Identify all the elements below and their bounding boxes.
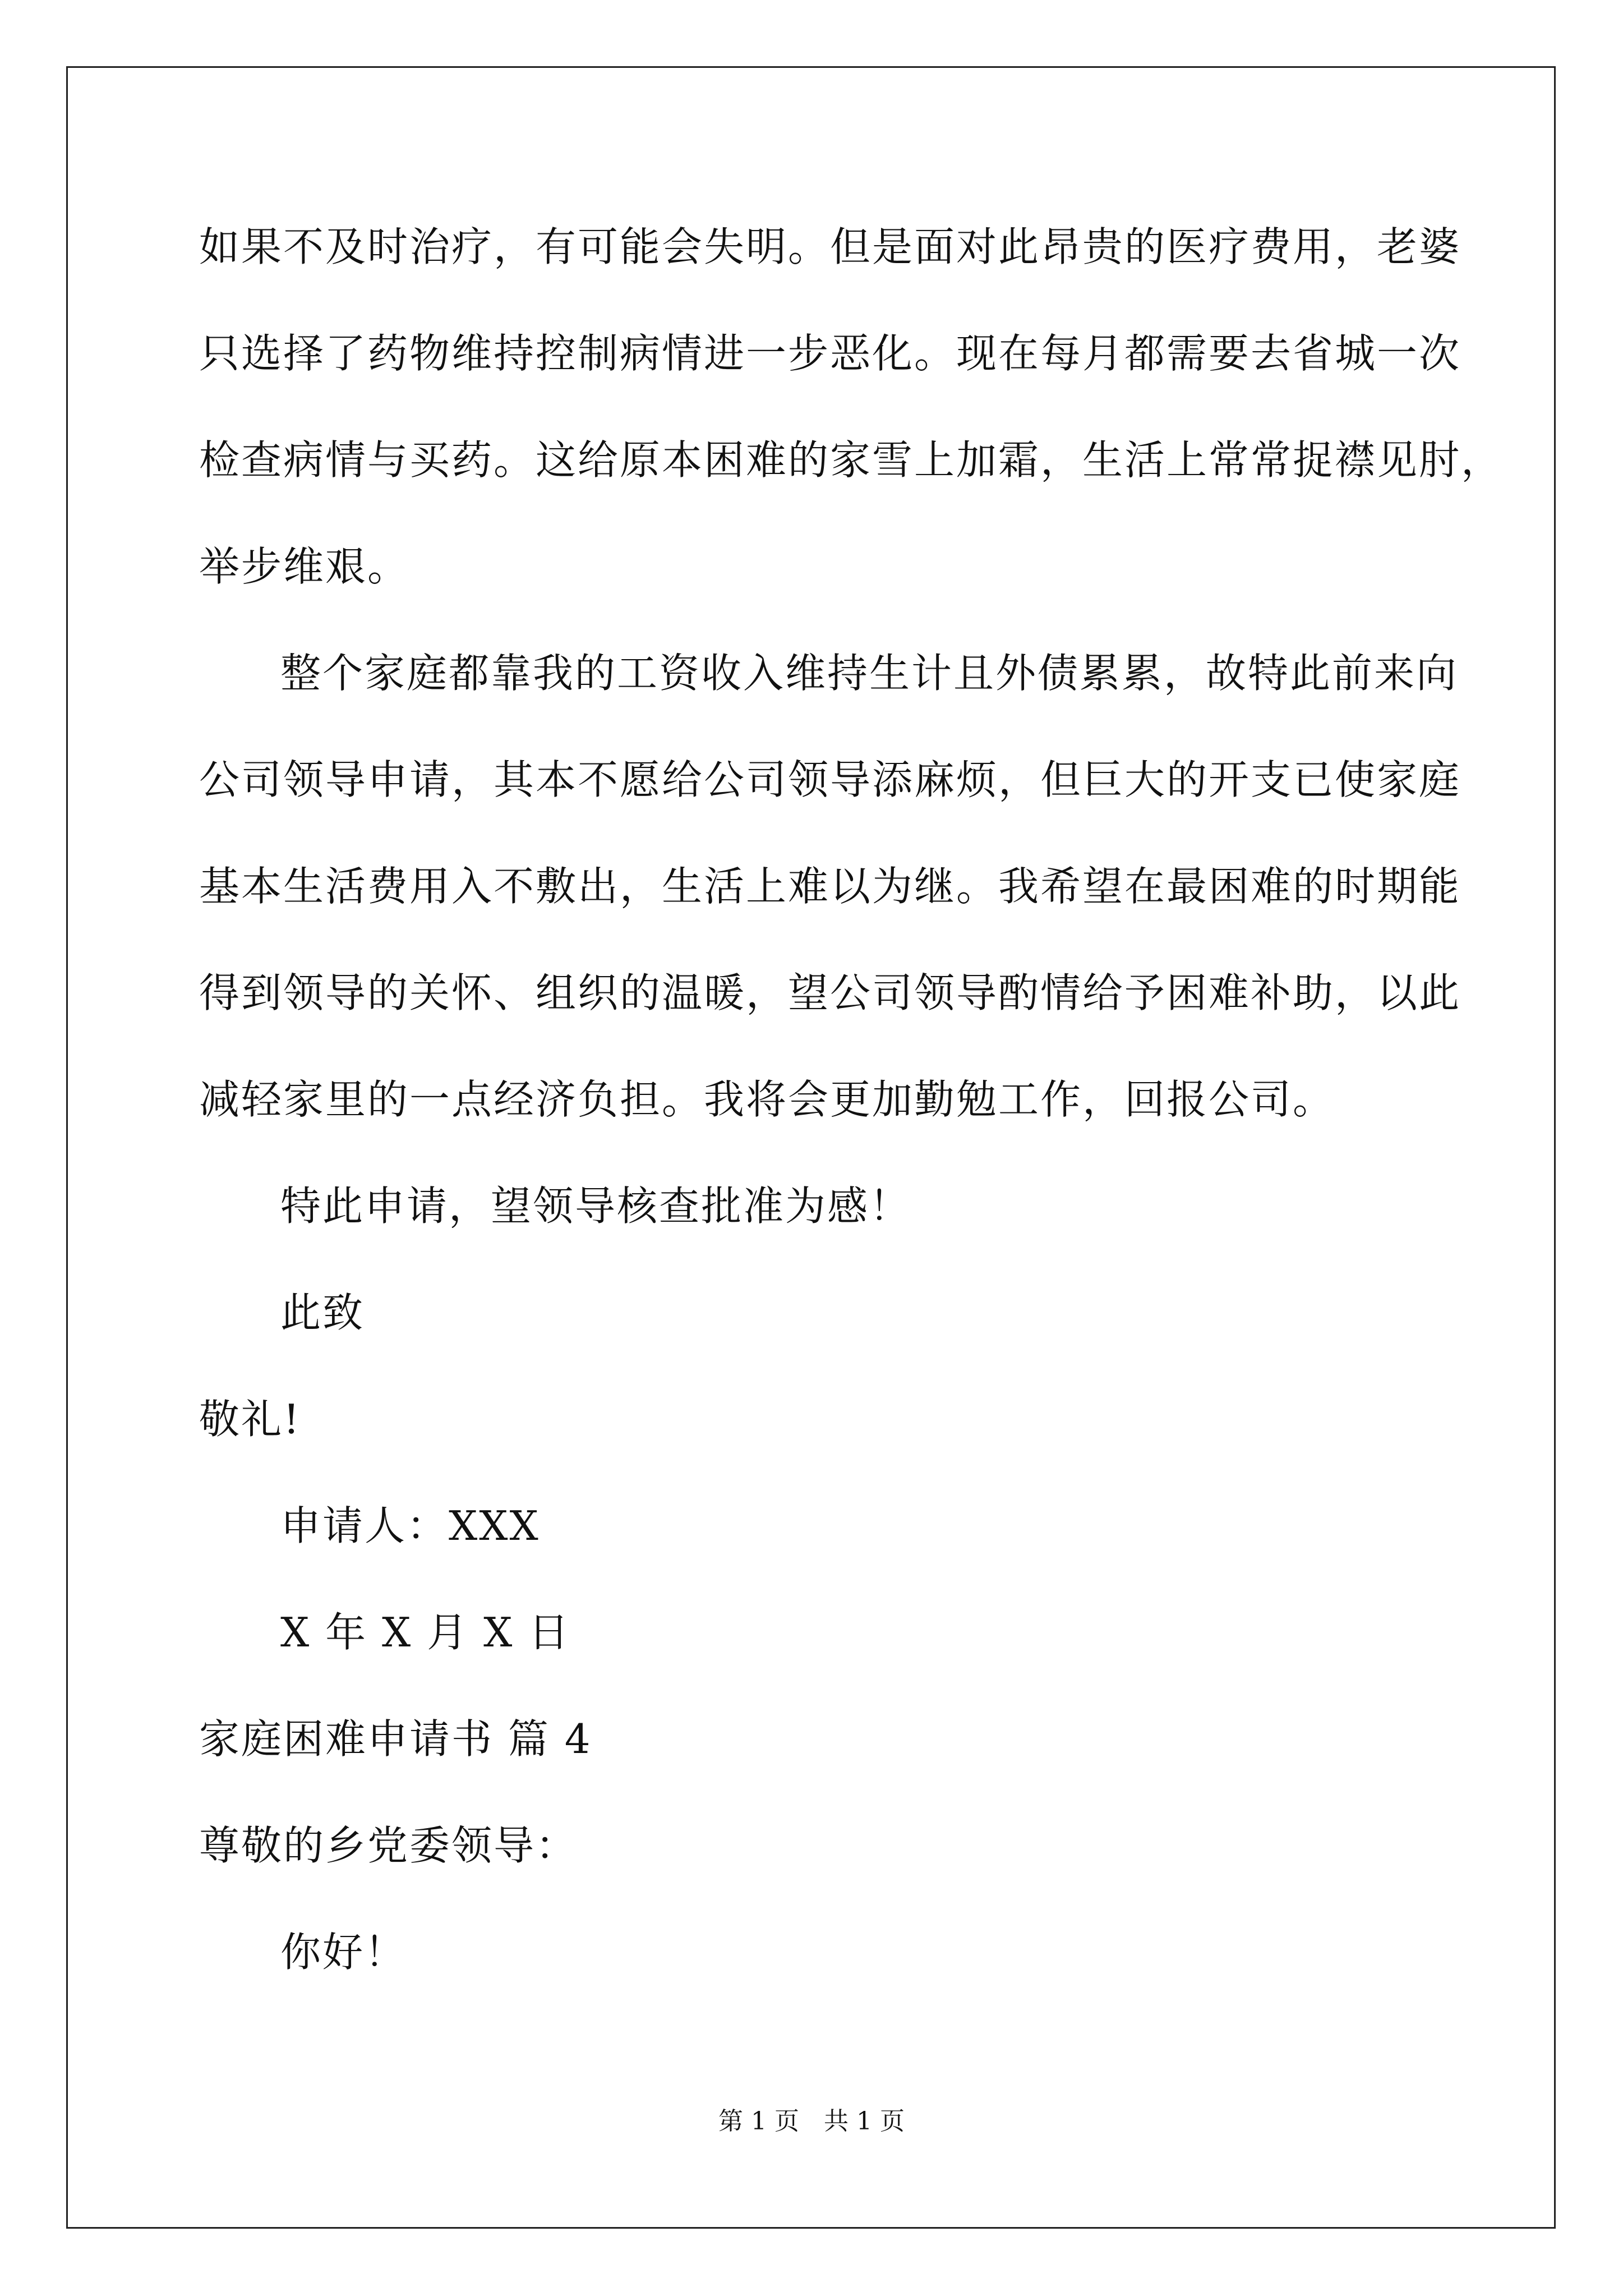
text-line-2: 只选择了药物维持控制病情进一步恶化。现在每月都需要去省城一次: [199, 330, 1461, 377]
page-border: [66, 66, 1556, 2229]
text-line-16: 尊敬的乡党委领导：: [199, 1822, 578, 1869]
text-line-10: 特此申请，望领导核查批准为感！: [280, 1182, 912, 1230]
text-line-12: 敬礼!: [199, 1396, 301, 1443]
text-line-6: 公司领导申请，其本不愿给公司领导添麻烦，但巨大的开支已使家庭: [199, 756, 1461, 803]
text-line-3: 检查病情与买药。这给原本困难的家雪上加霜，生活上常常捉襟见肘，: [199, 436, 1504, 484]
text-line-7: 基本生活费用入不敷出，生活上难以为继。我希望在最困难的时期能: [199, 863, 1461, 910]
section-heading: 家庭困难申请书 篇 4: [199, 1715, 592, 1763]
text-line-9: 减轻家里的一点经济负担。我将会更加勤勉工作，回报公司。: [199, 1076, 1335, 1123]
text-line-8: 得到领导的关怀、组织的温暖，望公司领导酌情给予困难补助，以此: [199, 969, 1461, 1016]
text-line-11: 此致: [280, 1289, 365, 1336]
text-line-1: 如果不及时治疗，有可能会失明。但是面对此昂贵的医疗费用，老婆: [199, 223, 1461, 270]
text-line-14: X 年 X 月 X 日: [280, 1609, 571, 1656]
text-line-17: 你好！: [280, 1929, 407, 1976]
text-line-13: 申请人：XXX: [280, 1502, 540, 1549]
text-line-4: 举步维艰。: [199, 543, 410, 590]
text-line-5: 整个家庭都靠我的工资收入维持生计且外债累累，故特此前来向: [280, 650, 1459, 697]
page-footer: 第 1 页 共 1 页: [718, 2107, 905, 2136]
